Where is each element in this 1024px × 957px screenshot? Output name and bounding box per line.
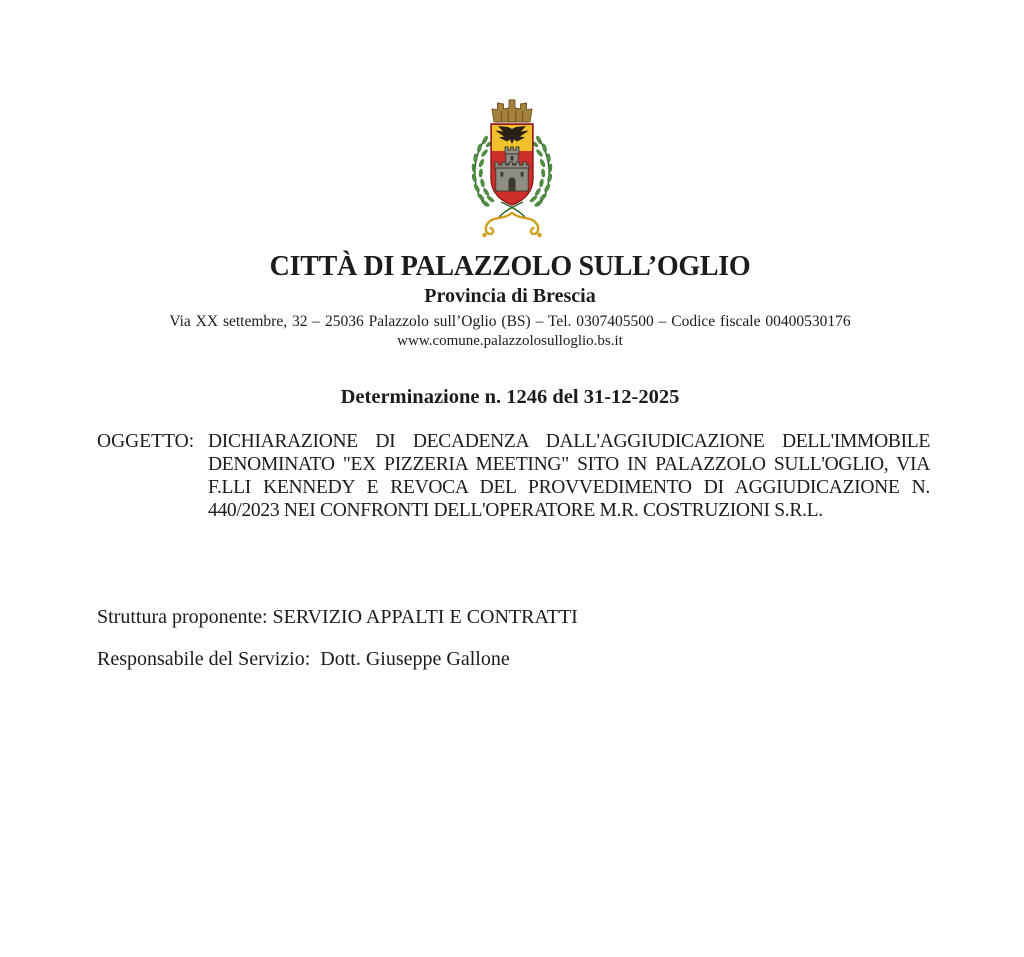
subject-block bbox=[97, 430, 930, 522]
coat-of-arms-graphic bbox=[462, 98, 562, 244]
service-manager-line: Responsabile del Servizio: Dott. Giuseppe Gallone bbox=[97, 648, 510, 670]
municipal-coat-of-arms-icon bbox=[462, 98, 562, 244]
letterhead bbox=[0, 250, 1020, 350]
address-line: Via XX settembre, 32 – 25036 Palazzolo sull’Oglio (BS) – Tel. 0307405500 – Codice fiscale 00400530176 bbox=[169, 313, 851, 330]
subject-line-2: DENOMINATO "EX PIZZERIA MEETING" SITO IN PALAZZOLO SULL'OGLIO, VIA bbox=[208, 454, 930, 475]
province-subtitle: Provincia di Brescia bbox=[424, 285, 596, 307]
city-title: CITTÀ DI PALAZZOLO SULL’OGLIO bbox=[269, 251, 751, 282]
subject-label: OGGETTO: bbox=[97, 431, 195, 452]
subject-line-3: F.LLI KENNEDY E REVOCA DEL PROVVEDIMENTO DI AGGIUDICAZIONE N. bbox=[208, 477, 930, 498]
subject-text bbox=[208, 430, 930, 522]
proposing-structure-line: Struttura proponente: SERVIZIO APPALTI E CONTRATTI bbox=[97, 606, 578, 628]
determination-heading: Determinazione n. 1246 del 31-12-2025 bbox=[340, 386, 680, 408]
subject-line-1: DICHIARAZIONE DI DECADENZA DALL'AGGIUDICAZIONE DELL'IMMOBILE bbox=[208, 431, 930, 452]
subject-line-4: 440/2023 NEI CONFRONTI DELL'OPERATORE M.R. COSTRUZIONI S.R.L. bbox=[208, 500, 823, 521]
website-line: www.comune.palazzolosulloglio.bs.it bbox=[397, 333, 623, 349]
